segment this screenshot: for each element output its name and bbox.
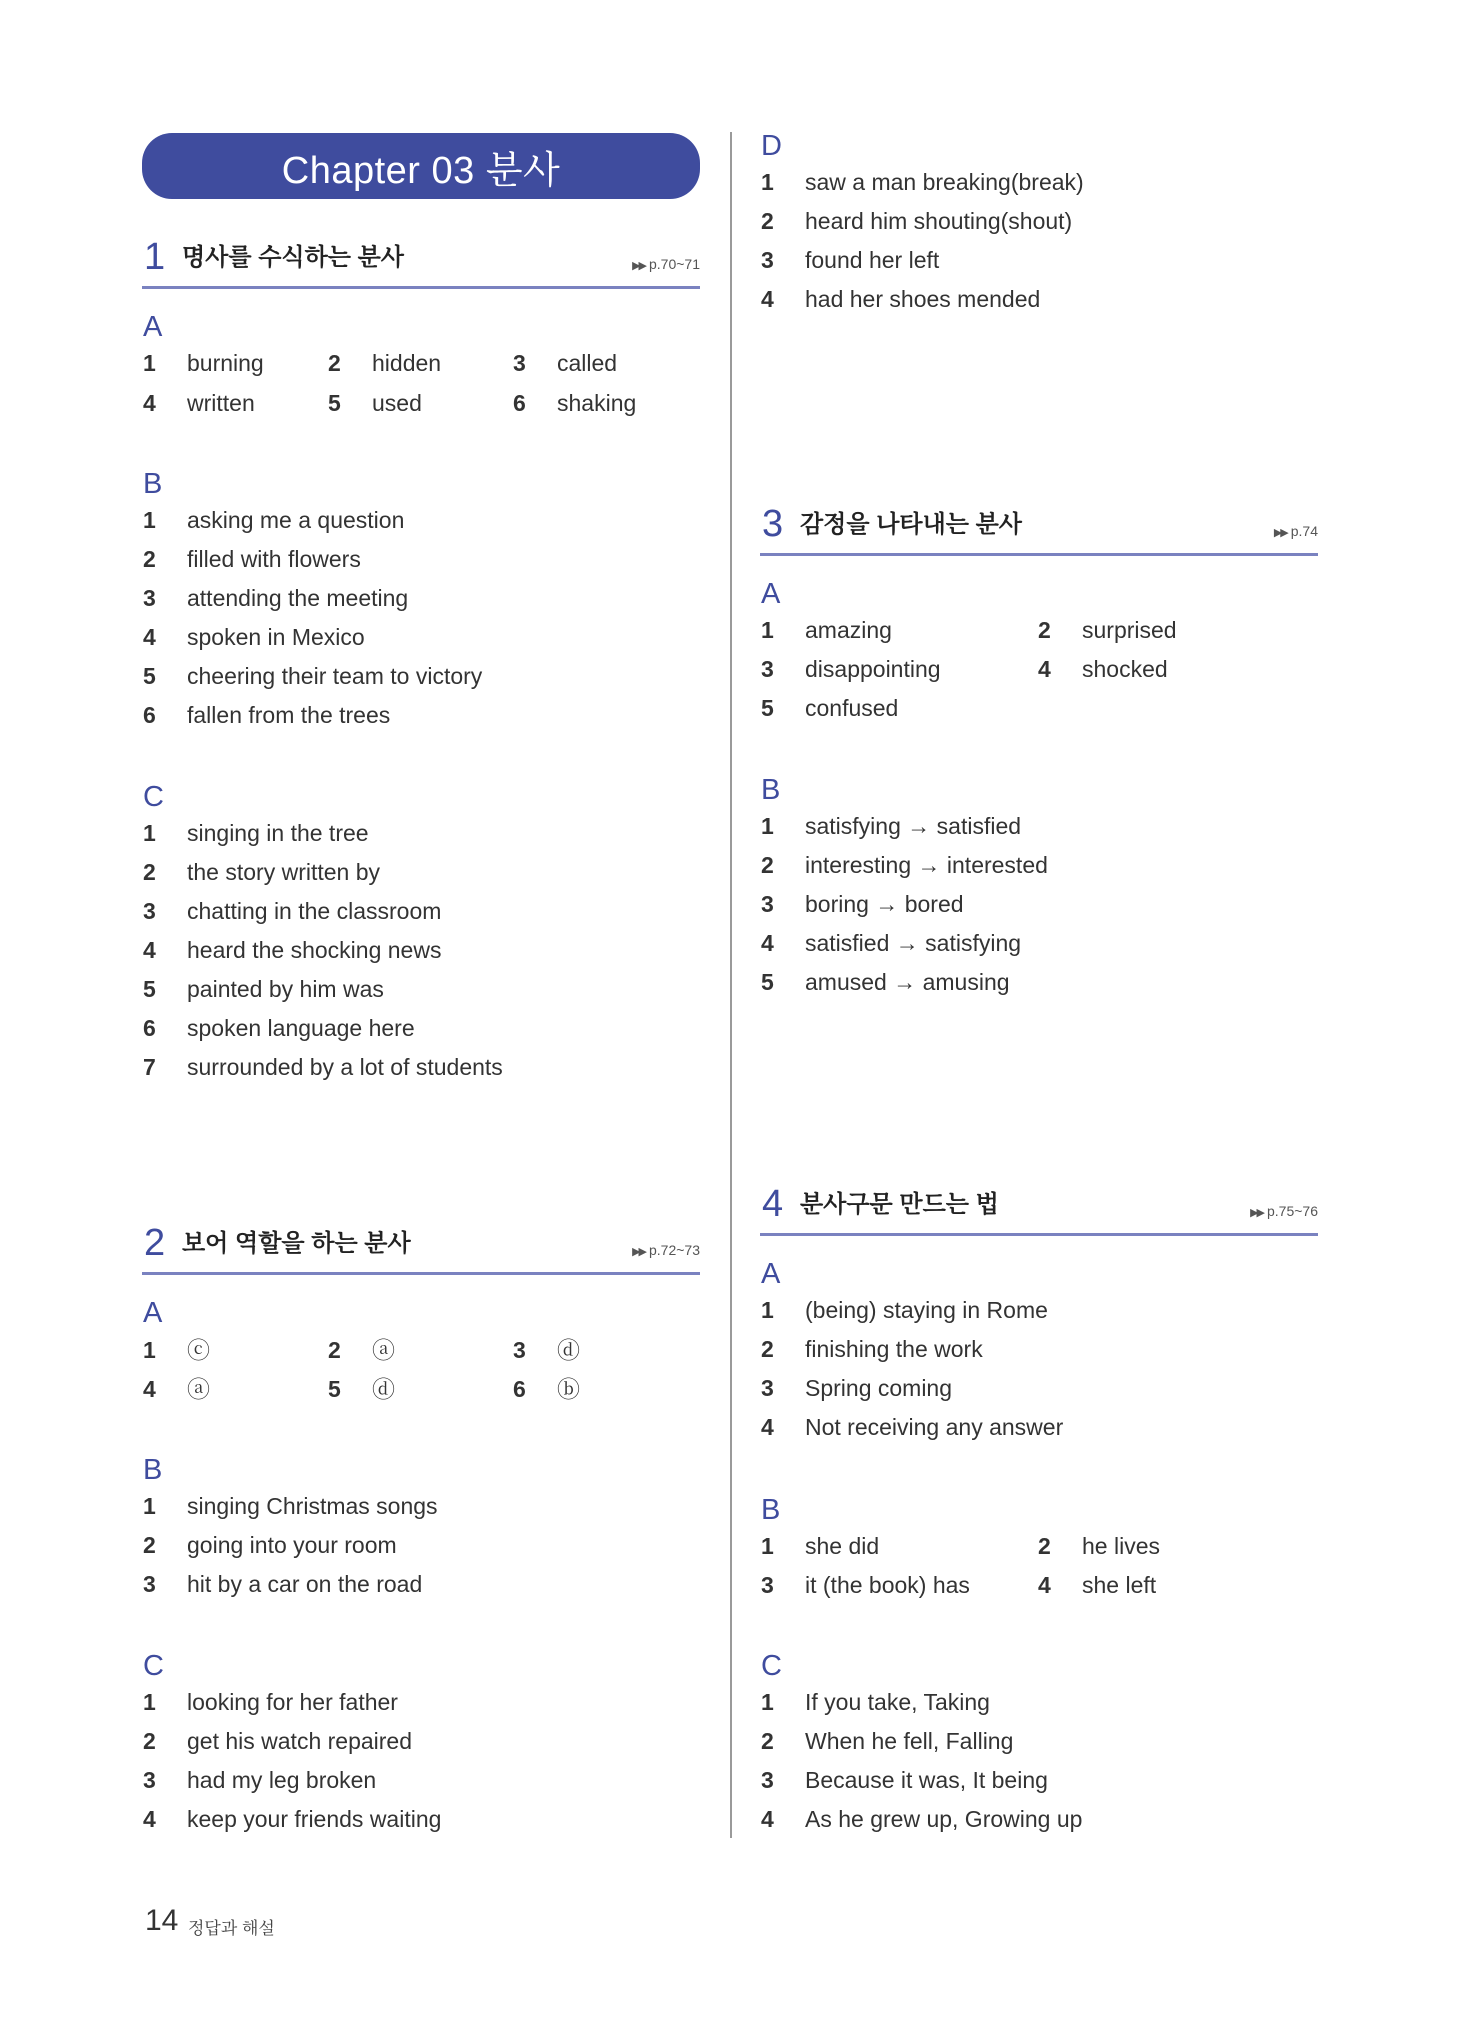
answer-item: 1 amazing bbox=[761, 617, 892, 643]
answer-item: 3 found her left bbox=[761, 247, 940, 273]
answer-item: 4 spoken in Mexico bbox=[143, 624, 365, 650]
answer-item: 1 burning bbox=[143, 350, 264, 376]
answer-item: 2 hidden bbox=[328, 350, 442, 376]
answer-item: 5 confused bbox=[761, 695, 899, 721]
answer-item: 1 singing in the tree bbox=[143, 820, 369, 846]
answer-item: 1 singing Christmas songs bbox=[143, 1493, 438, 1519]
answer-item: 5 ⓓ bbox=[328, 1376, 395, 1402]
answer-item: 7 surrounded by a lot of students bbox=[143, 1054, 503, 1080]
section-title: 감정을 나타내는 분사 bbox=[800, 511, 1022, 538]
exercise-letter: A bbox=[143, 311, 163, 343]
exercise-letter: A bbox=[761, 578, 781, 610]
answer-item: 4 Not receiving any answer bbox=[761, 1414, 1064, 1440]
exercise-letter: B bbox=[143, 468, 163, 500]
section-1-header bbox=[142, 236, 700, 289]
page-reference: ▶▶ p.74 bbox=[1273, 523, 1318, 539]
answer-item: 6 fallen from the trees bbox=[143, 702, 391, 728]
exercise-letter: B bbox=[143, 1454, 163, 1486]
page-reference: ▶▶ p.70~71 bbox=[632, 256, 700, 272]
footer-label: 정답과 해설 bbox=[188, 1919, 275, 1938]
answer-item: 2 he lives bbox=[1038, 1533, 1160, 1559]
exercise-letter: C bbox=[761, 1650, 782, 1682]
answer-item: 2 surprised bbox=[1038, 617, 1177, 643]
section-title: 명사를 수식하는 분사 bbox=[182, 244, 404, 271]
section-number: 4 bbox=[762, 1183, 784, 1225]
answer-item: 1 (being) staying in Rome bbox=[761, 1297, 1048, 1323]
exercise-letter: B bbox=[761, 774, 781, 806]
answer-item: 3 had my leg broken bbox=[143, 1767, 377, 1793]
answer-item: 1 asking me a question bbox=[143, 507, 405, 533]
answer-item: 4 shocked bbox=[1038, 656, 1168, 682]
answer-item: 1 looking for her father bbox=[143, 1689, 398, 1715]
answer-item: 2 finishing the work bbox=[761, 1336, 983, 1362]
answer-item: 5 used bbox=[328, 390, 422, 416]
answer-item: 4 ⓐ bbox=[143, 1376, 210, 1402]
answer-item: 6 shaking bbox=[513, 390, 637, 416]
answer-item: 5 cheering their team to victory bbox=[143, 663, 483, 689]
section-number: 1 bbox=[144, 236, 166, 278]
page-reference: ▶▶ p.75~76 bbox=[1250, 1203, 1318, 1219]
answer-item: 2 heard him shouting(shout) bbox=[761, 208, 1073, 234]
answer-item: 3 Because it was, It being bbox=[761, 1767, 1048, 1793]
answer-item: 3 Spring coming bbox=[761, 1375, 953, 1401]
answer-item: 1 she did bbox=[761, 1533, 880, 1559]
exercise-letter: C bbox=[143, 1650, 164, 1682]
exercise-letter: A bbox=[143, 1297, 163, 1329]
answer-item: 4 As he grew up, Growing up bbox=[761, 1806, 1083, 1832]
section-number: 2 bbox=[144, 1222, 166, 1264]
answer-item: 4 keep your friends waiting bbox=[143, 1806, 442, 1832]
section-number: 3 bbox=[762, 503, 784, 545]
answer-item: 2 ⓐ bbox=[328, 1337, 395, 1363]
page-reference: ▶▶ p.72~73 bbox=[632, 1242, 700, 1258]
answer-item: 4 had her shoes mended bbox=[761, 286, 1041, 312]
answer-item: 5 painted by him was bbox=[143, 976, 384, 1002]
answer-item: 4 she left bbox=[1038, 1572, 1157, 1598]
answer-item: 3 called bbox=[513, 350, 618, 376]
exercise-letter: D bbox=[761, 130, 782, 162]
answer-item: 3 disappointing bbox=[761, 656, 941, 682]
chapter-banner: Chapter 03 분사 bbox=[142, 133, 700, 199]
answer-item: 1 saw a man breaking(break) bbox=[761, 169, 1084, 195]
section-title: 보어 역할을 하는 분사 bbox=[182, 1230, 411, 1257]
answer-item: 4 written bbox=[143, 390, 255, 416]
answer-item: 3 ⓓ bbox=[513, 1337, 580, 1363]
answer-item: 2 When he fell, Falling bbox=[761, 1728, 1014, 1754]
answer-item: 4 satisfied → satisfying bbox=[761, 930, 1022, 956]
answer-item: 2 get his watch repaired bbox=[143, 1728, 413, 1754]
answer-item: 3 hit by a car on the road bbox=[143, 1571, 423, 1597]
answer-item: 2 filled with flowers bbox=[143, 546, 361, 572]
answer-item: 5 amused → amusing bbox=[761, 969, 1010, 995]
page-number: 14 bbox=[145, 1904, 179, 1937]
section-4-header bbox=[760, 1183, 1318, 1236]
answer-item: 3 chatting in the classroom bbox=[143, 898, 442, 924]
answer-item: 2 the story written by bbox=[143, 859, 381, 885]
answer-item: 3 attending the meeting bbox=[143, 585, 409, 611]
arrow-icon: ▶▶ bbox=[632, 260, 645, 272]
answer-item: 1 ⓒ bbox=[143, 1337, 210, 1363]
answer-item: 1 If you take, Taking bbox=[761, 1689, 990, 1715]
section-title: 분사구문 만드는 법 bbox=[800, 1191, 999, 1218]
arrow-icon: ▶▶ bbox=[632, 1246, 645, 1258]
column-divider bbox=[730, 132, 732, 1838]
section-2-header bbox=[142, 1222, 700, 1275]
answer-item: 3 it (the book) has bbox=[761, 1572, 970, 1598]
arrow-icon: ▶▶ bbox=[1273, 527, 1287, 539]
answer-item: 6 spoken language here bbox=[143, 1015, 415, 1041]
answer-item: 3 boring → bored bbox=[761, 891, 964, 917]
exercise-letter: C bbox=[143, 781, 164, 813]
exercise-letter: A bbox=[761, 1258, 781, 1290]
answer-item: 2 going into your room bbox=[143, 1532, 397, 1558]
arrow-icon: ▶▶ bbox=[1250, 1207, 1263, 1219]
answer-item: 6 ⓑ bbox=[513, 1376, 580, 1402]
answer-item: 2 interesting → interested bbox=[761, 852, 1048, 878]
section-3-header bbox=[760, 503, 1318, 556]
exercise-letter: B bbox=[761, 1494, 781, 1526]
answer-item: 4 heard the shocking news bbox=[143, 937, 442, 963]
answer-item: 1 satisfying → satisfied bbox=[761, 813, 1022, 839]
